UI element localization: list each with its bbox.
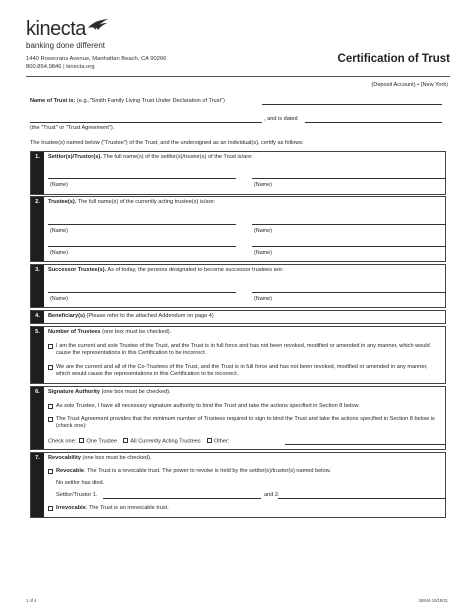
one-trustee-checkbox[interactable] [79,438,84,443]
check-one-row [48,438,229,445]
revocable-label: Revocable [56,468,84,474]
section-heading: Signature Authority (one box must be checked). [48,389,171,395]
irrevocable-option [48,505,439,512]
co-trustees-checkbox[interactable] [48,365,53,370]
minimum-trustees-text: The Trust Agreement provides that the minimum number of Trustees required to sign to bind the Trust and take the actions specified in Section 8 below is (check one): [56,416,435,429]
sole-trustee-text: I am the current and sole Trustee of the Trust, and the Trust is in full force and has not been revoked, modified or amended in any manner, which would cause the representations in this Certification to be incorrect. [56,343,430,356]
section-trustees [30,196,446,262]
contact-line: 800.854.9846 | kinecta.org [26,64,95,70]
swoosh-bird-icon [87,18,109,32]
settlor-2-label: and 2. [264,492,280,498]
section-revocability [30,452,446,518]
all-trustees-label: All Currently Acting Trustees [130,438,201,445]
sole-authority-option [48,403,439,410]
trustee-name-field-4[interactable] [252,246,446,247]
sole-authority-checkbox[interactable] [48,404,53,409]
section-number: 6. [31,387,44,449]
name-label: (Name) [50,182,68,188]
trust-date-field[interactable] [305,122,442,123]
section-beneficiaries [30,310,446,324]
trust-name-example: (e.g.,"Smith Family Living Trust Under Declaration of Trust") [75,98,225,104]
settlor-1-field[interactable] [103,498,261,499]
section-heading: Trustee(s). The full name(s) of the currently acting trustee(s) is/are: [48,199,216,205]
name-label: (Name) [50,228,68,234]
address-block [26,55,166,71]
co-trustees-text: We are the current and all of the Co-Trustees of the Trust, and the Trust is in full force and has not been revoked, modified or amended in any manner, which would cause the representations in this Certification to be incorrect. [56,364,428,377]
section-heading: Settlor(s)/Trustor(s). The full name(s) of the settlor(s)/trustor(s) of the Trust is/are: [48,154,253,160]
check-one-label: Check one: [48,438,77,445]
page-title: Certification of Trust [337,53,450,65]
settlor-1-label: Settlor/Trustor 1. [56,492,98,498]
section-number-of-trustees [30,326,446,384]
section-number: 7. [31,453,44,517]
section-heading: Number of Trustees (one box must be checked). [48,329,172,335]
header-divider [26,76,450,77]
minimum-trustees-option [48,416,439,430]
certify-statement: The trustee(s) named below ("Trustee") of the Trust, and the undersigned as an individual(s), certify as follows: [30,140,304,146]
irrevocable-label: Irrevocable [56,505,86,511]
section-number: 5. [31,327,44,383]
settlor-2-field[interactable] [278,498,446,499]
section-heading: Revocability (one box must be checked). [48,455,152,461]
irrevocable-text: . The Trust is an irrevocable trust. [85,505,169,511]
revocable-option [48,468,439,475]
name-label: (Name) [50,250,68,256]
settlor-name-field-1[interactable] [48,178,236,179]
trust-name-field[interactable] [262,104,442,105]
co-trustees-option [48,364,439,378]
sole-authority-text: As sole Trustee, I have all necessary signature authority to bind the Trust and take the actions specified in Section 8 below. [56,403,360,409]
settlor-name-field-2[interactable] [252,178,446,179]
section-settlors [30,151,446,195]
address-line: 1440 Rosecrans Avenue, Manhattan Beach, CA 90266 [26,56,167,62]
sole-trustee-checkbox[interactable] [48,344,53,349]
trust-name-field-cont[interactable] [30,122,262,123]
trust-name-label: Name of Trust is: [30,98,76,104]
no-settlor-died: No settlor has died. [56,480,105,486]
successor-name-field-2[interactable] [252,292,446,293]
trust-reference: (the "Trust" or "Trust Agreement"). [30,125,115,131]
name-label: (Name) [254,182,272,188]
trustee-name-field-2[interactable] [252,224,446,225]
page-header [26,18,450,76]
section-heading: Successor Trustee(s). As of today, the persons designated to become successor trustees are: [48,267,284,273]
section-number: 3. [31,265,44,307]
tagline: banking done different [26,41,106,50]
revocable-checkbox[interactable] [48,469,53,474]
name-label: (Name) [254,228,272,234]
form-subtitle: (Deposit Account) • (New York) [371,82,448,88]
trustee-name-field-3[interactable] [48,246,236,247]
other-checkbox[interactable] [207,438,212,443]
name-label: (Name) [50,296,68,302]
irrevocable-checkbox[interactable] [48,506,53,511]
dated-label: , and is dated [264,116,298,122]
section-number: 1. [31,152,44,194]
trust-name-row [30,98,225,105]
minimum-trustees-checkbox[interactable] [48,417,53,422]
page-number: 1 of 4 [26,598,37,603]
other-label: Other: [213,438,230,445]
section-signature-authority [30,386,446,450]
section-successor-trustees [30,264,446,308]
sole-trustee-option [48,343,439,357]
name-label: (Name) [254,250,272,256]
revocable-text: . The Trust is a revocable trust. The power to revoke is held by the settlor(s)/trustor(s) named below. [83,468,331,474]
other-field[interactable] [285,444,445,445]
section-number: 2. [31,197,44,261]
section-heading: Beneficiary(s) (Please refer to the attached Addendum on page 4) [48,313,214,319]
one-trustee-label: One Trustee [86,438,118,445]
kinecta-logo [26,18,109,39]
name-label: (Name) [254,296,272,302]
trustee-name-field-1[interactable] [48,224,236,225]
successor-name-field-1[interactable] [48,292,236,293]
form-code: 26844-10/19/21 [418,598,448,603]
logo-text: kinecta [26,18,86,40]
all-trustees-checkbox[interactable] [123,438,128,443]
section-number: 4. [31,311,44,323]
